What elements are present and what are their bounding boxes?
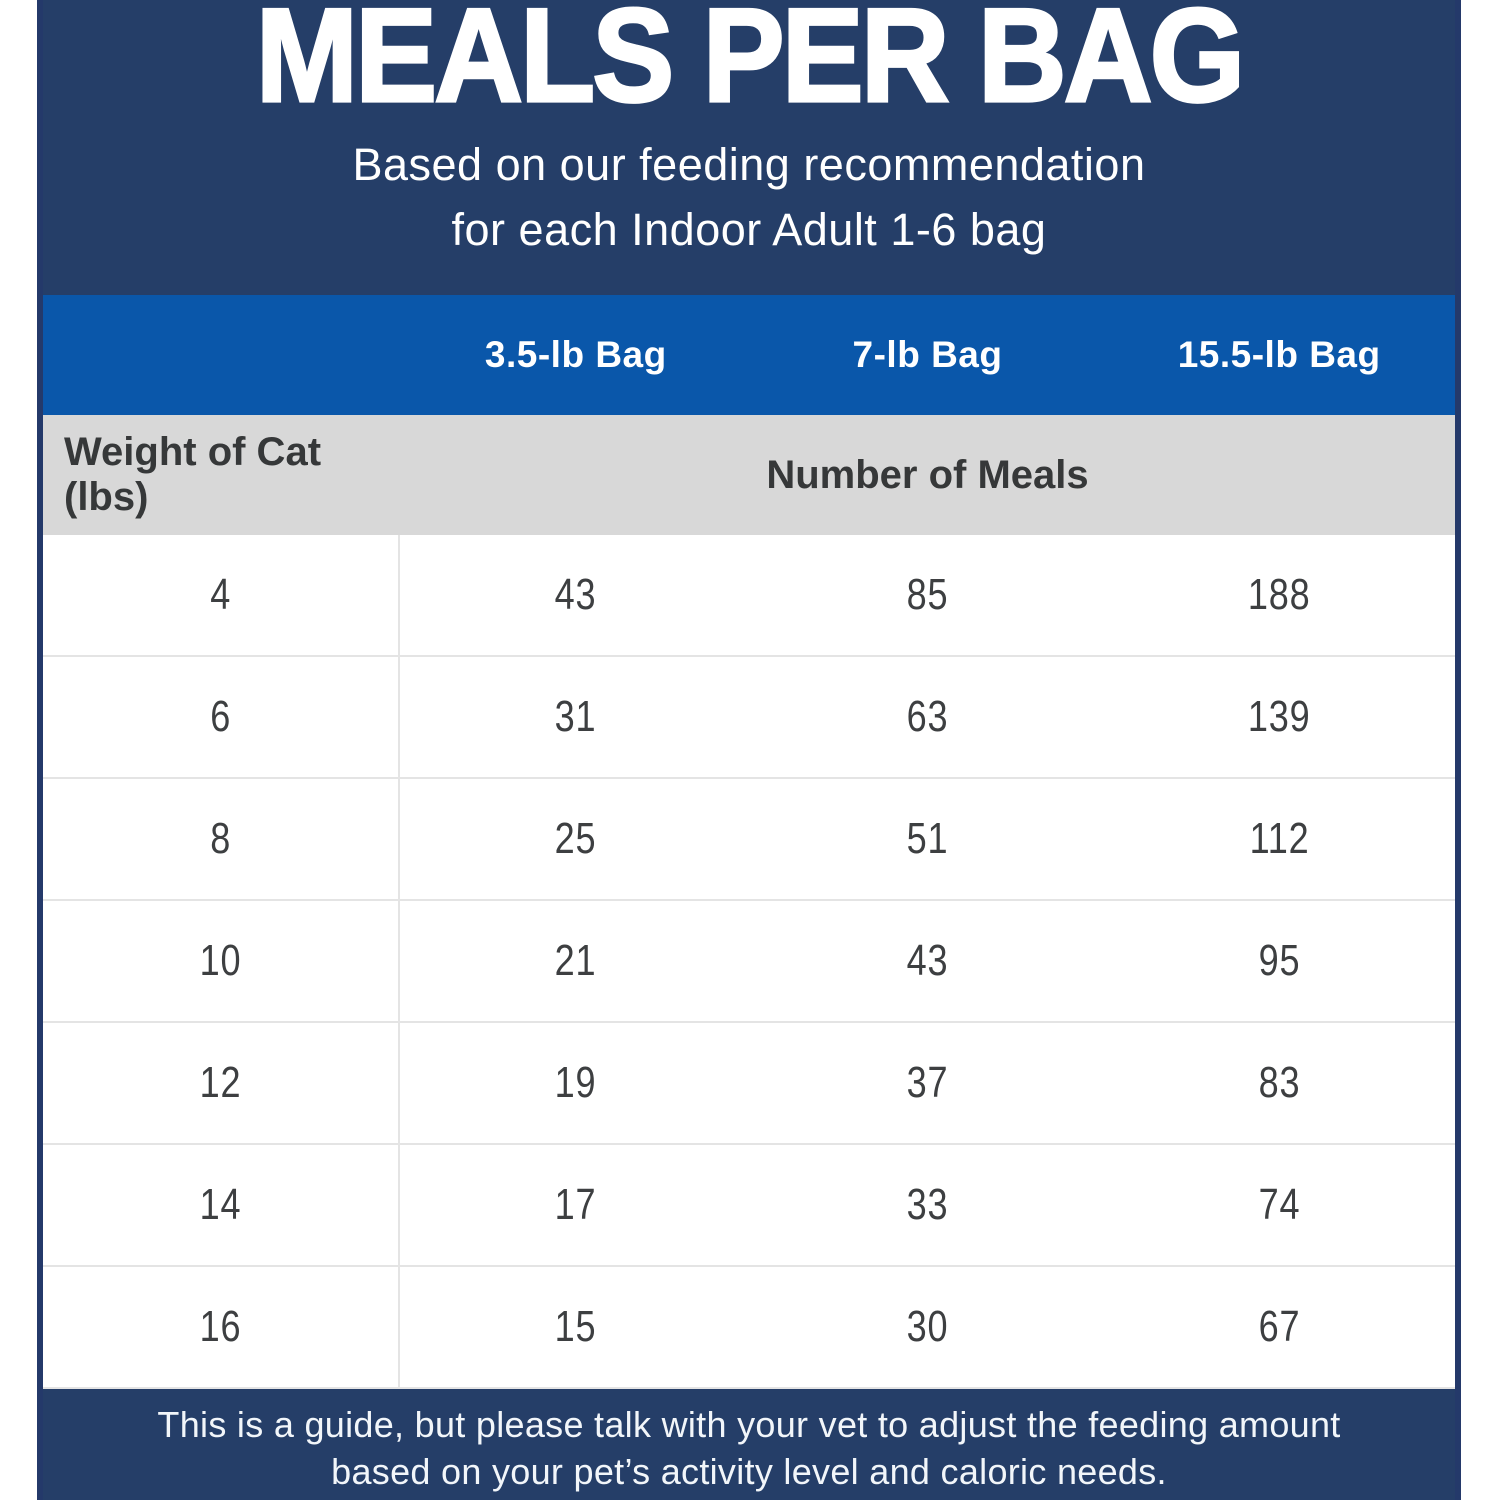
weight-value: 12 <box>199 1058 242 1107</box>
meals-value-3-5lb: 15 <box>554 1302 597 1351</box>
meals-cell-3-5lb <box>400 901 752 1021</box>
weight-cell <box>43 901 400 1021</box>
table-row <box>43 779 1455 901</box>
content-frame <box>37 0 1461 1500</box>
meals-value-15-5lb: 95 <box>1258 936 1301 985</box>
meals-value-7lb: 30 <box>906 1302 949 1351</box>
meals-cell-7lb <box>752 779 1104 899</box>
meals-cell-3-5lb <box>400 779 752 899</box>
table-row <box>43 535 1455 657</box>
meals-cell-15-5lb <box>1103 779 1455 899</box>
meals-cell-3-5lb <box>400 535 752 655</box>
weight-cell <box>43 779 400 899</box>
meals-value-7lb: 63 <box>906 692 949 741</box>
meals-cell-7lb <box>752 657 1104 777</box>
weight-cell <box>43 1145 400 1265</box>
meals-value-3-5lb: 25 <box>554 814 597 863</box>
bag-header-row <box>43 295 1455 415</box>
meals-value-7lb: 43 <box>906 936 949 985</box>
meals-value-3-5lb: 43 <box>554 570 597 619</box>
meals-cell-15-5lb <box>1103 657 1455 777</box>
column-header-bag-15-5lb: 15.5-lb Bag <box>1177 334 1381 375</box>
meals-cell-7lb <box>752 1023 1104 1143</box>
subtitle-line-2: for each Indoor Adult 1-6 bag <box>451 204 1047 255</box>
subtitle-line-1: Based on our feeding recommendation <box>352 139 1146 190</box>
column-header-bag-3-5lb: 3.5-lb Bag <box>484 334 667 375</box>
header-section <box>43 0 1455 295</box>
table-row <box>43 1023 1455 1145</box>
meals-value-15-5lb: 112 <box>1249 814 1310 863</box>
meals-cell-7lb <box>752 1267 1104 1387</box>
table-row <box>43 657 1455 779</box>
table-row <box>43 901 1455 1023</box>
meals-cell-3-5lb <box>400 1145 752 1265</box>
meals-cell-15-5lb <box>1103 535 1455 655</box>
weight-cell <box>43 1023 400 1143</box>
meals-group-header: Number of Meals <box>766 452 1089 497</box>
weight-value: 14 <box>199 1180 242 1229</box>
meals-value-7lb: 85 <box>906 570 949 619</box>
weight-value: 10 <box>199 936 242 985</box>
meals-value-7lb: 33 <box>906 1180 949 1229</box>
meals-cell-7lb <box>752 901 1104 1021</box>
meals-cell-3-5lb <box>400 657 752 777</box>
weight-value: 6 <box>210 692 231 741</box>
meals-cell-15-5lb <box>1103 1267 1455 1387</box>
weight-cell <box>43 535 400 655</box>
weight-value: 4 <box>210 570 231 619</box>
meals-value-7lb: 51 <box>906 814 949 863</box>
meals-cell-15-5lb <box>1103 1145 1455 1265</box>
meals-value-3-5lb: 21 <box>554 936 597 985</box>
footer-line-2: based on your pet’s activity level and caloric needs. <box>331 1451 1167 1492</box>
footer-note <box>43 1389 1455 1500</box>
page-title: MEALS PER BAG <box>255 0 1243 131</box>
table-row <box>43 1267 1455 1389</box>
meals-cell-3-5lb <box>400 1267 752 1387</box>
meals-cell-7lb <box>752 535 1104 655</box>
meals-value-3-5lb: 19 <box>554 1058 597 1107</box>
meals-cell-15-5lb <box>1103 901 1455 1021</box>
column-header-bag-7lb: 7-lb Bag <box>852 334 1003 375</box>
weight-column-header: Weight of Cat (lbs) <box>64 430 322 519</box>
weight-value: 8 <box>210 814 231 863</box>
label-row <box>43 415 1455 535</box>
header-subtitle <box>43 132 1455 262</box>
meals-cell-7lb <box>752 1145 1104 1265</box>
table-row <box>43 1145 1455 1267</box>
footer-line-1: This is a guide, but please talk with your vet to adjust the feeding amount <box>157 1404 1341 1445</box>
meals-value-15-5lb: 83 <box>1258 1058 1301 1107</box>
meals-value-15-5lb: 74 <box>1258 1180 1301 1229</box>
meals-value-15-5lb: 139 <box>1247 692 1311 741</box>
meals-value-7lb: 37 <box>906 1058 949 1107</box>
meals-cell-15-5lb <box>1103 1023 1455 1143</box>
table-body <box>43 535 1455 1389</box>
meals-cell-3-5lb <box>400 1023 752 1143</box>
meals-value-15-5lb: 67 <box>1258 1302 1301 1351</box>
meals-value-3-5lb: 31 <box>554 692 597 741</box>
meals-value-15-5lb: 188 <box>1247 570 1311 619</box>
weight-value: 16 <box>199 1302 242 1351</box>
weight-cell <box>43 657 400 777</box>
weight-cell <box>43 1267 400 1387</box>
meals-value-3-5lb: 17 <box>554 1180 597 1229</box>
